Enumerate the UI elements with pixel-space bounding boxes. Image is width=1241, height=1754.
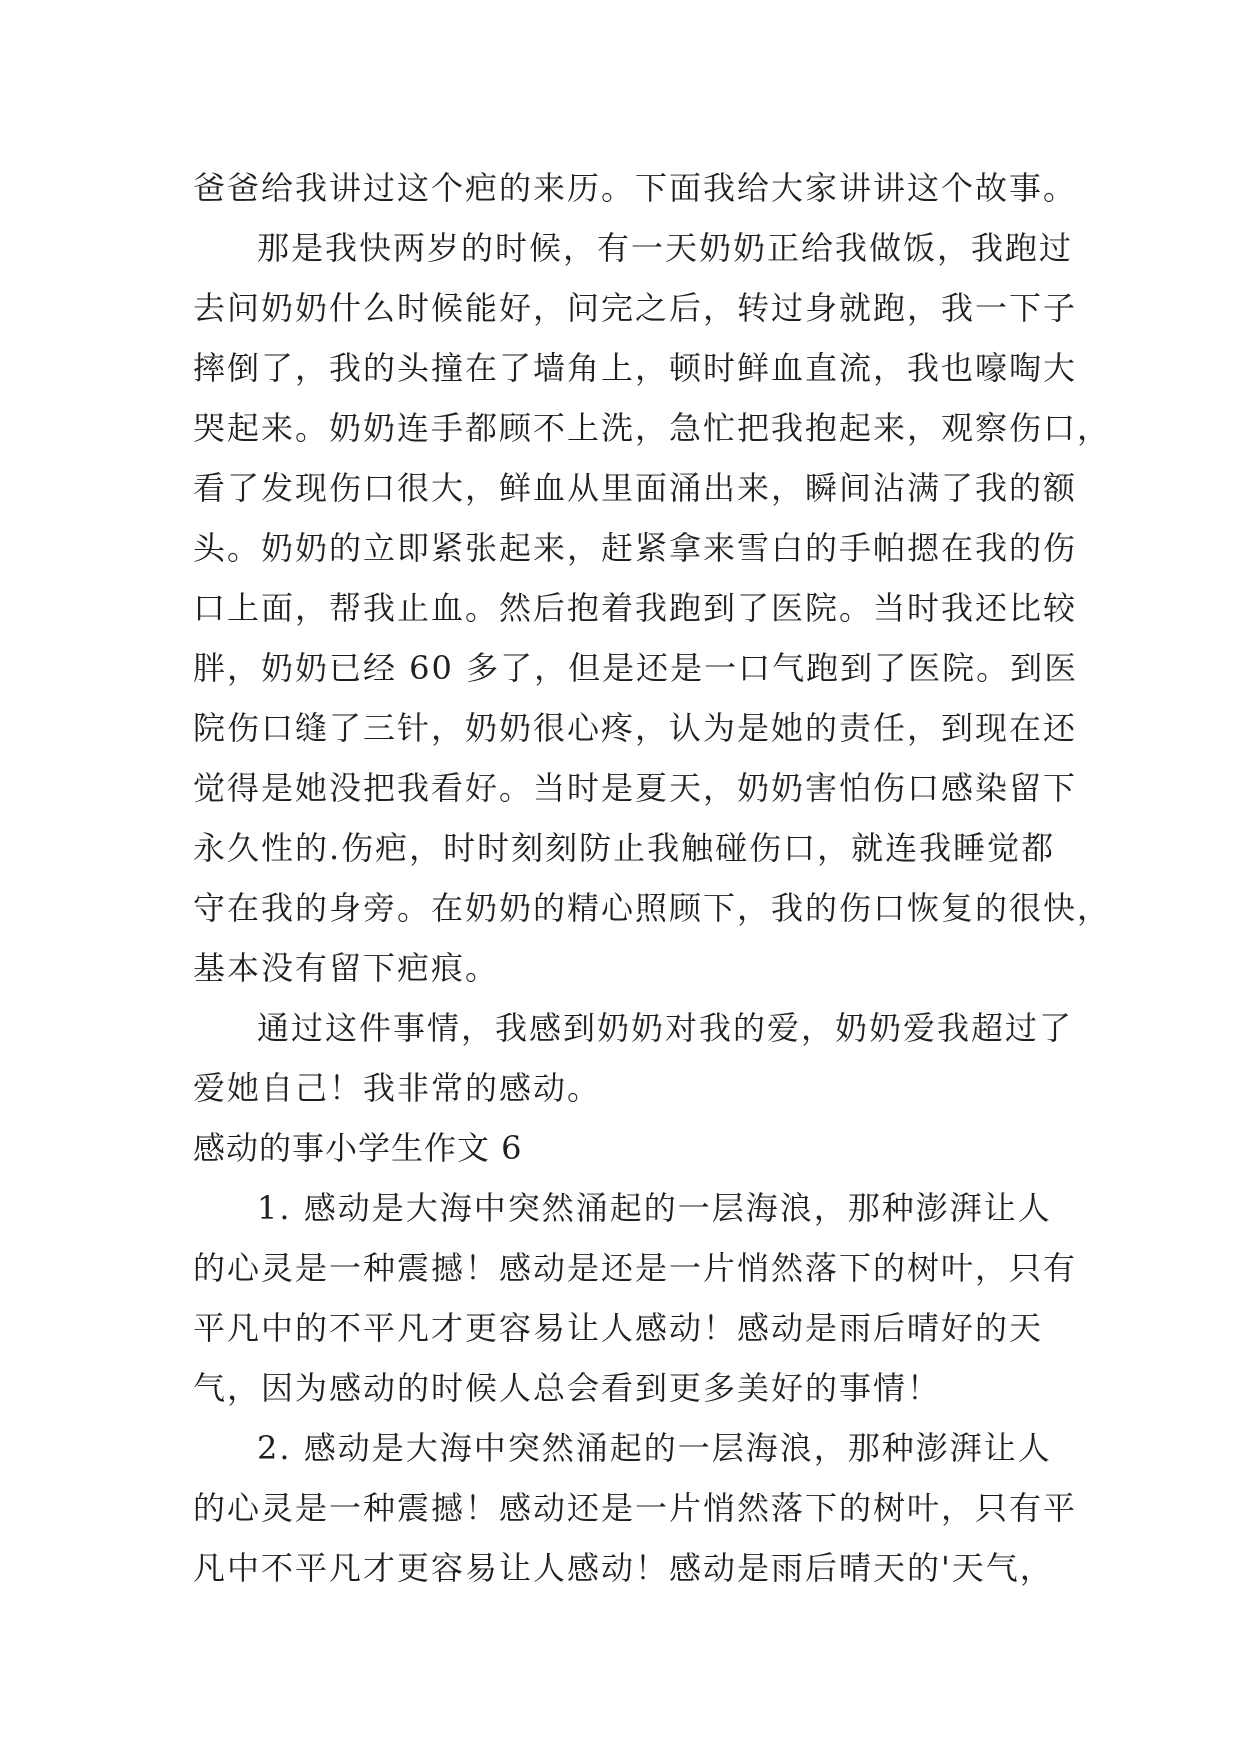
essay-body bbox=[193, 158, 1112, 1598]
list-item-start: 1. 感动是大海中突然涌起的一层海浪，那种澎湃让人 bbox=[257, 1189, 1052, 1227]
text-line: 的心灵是一种震撼！感动还是一片悄然落下的树叶，只有平 bbox=[193, 1489, 1078, 1527]
text-line: 去问奶奶什么时候能好，问完之后，转过身就跑，我一下子 bbox=[193, 289, 1078, 327]
text-line: 气，因为感动的时候人总会看到更多美好的事情！ bbox=[193, 1369, 942, 1407]
text-line: 院伤口缝了三针，奶奶很心疼，认为是她的责任，到现在还 bbox=[193, 709, 1078, 747]
section-heading: 感动的事小学生作文 6 bbox=[193, 1129, 523, 1167]
paragraph-start: 通过这件事情，我感到奶奶对我的爱，奶奶爱我超过了 bbox=[257, 1009, 1074, 1047]
text-line: 爱她自己！我非常的感动。 bbox=[193, 1069, 602, 1107]
text-line: 口上面，帮我止血。然后抱着我跑到了医院。当时我还比较 bbox=[193, 589, 1078, 627]
paragraph-start: 那是我快两岁的时候，有一天奶奶正给我做饭，我跑过 bbox=[257, 229, 1074, 267]
text-line: 凡中不平凡才更容易让人感动！感动是雨后晴天的'天气， bbox=[193, 1549, 1054, 1587]
text-line: 头。奶奶的立即紧张起来，赶紧拿来雪白的手帕摁在我的伤 bbox=[193, 529, 1078, 567]
text-line: 守在我的身旁。在奶奶的精心照顾下，我的伤口恢复的很快， bbox=[193, 889, 1112, 927]
text-line: 哭起来。奶奶连手都顾不上洗，急忙把我抱起来，观察伤口， bbox=[193, 409, 1112, 447]
text-line: 的心灵是一种震撼！感动是还是一片悄然落下的树叶，只有 bbox=[193, 1249, 1078, 1287]
text-line: 觉得是她没把我看好。当时是夏天，奶奶害怕伤口感染留下 bbox=[193, 769, 1078, 807]
text-line: 看了发现伤口很大，鲜血从里面涌出来，瞬间沾满了我的额 bbox=[193, 469, 1078, 507]
text-line: 爸爸给我讲过这个疤的来历。下面我给大家讲讲这个故事。 bbox=[193, 169, 1078, 207]
list-item-start: 2. 感动是大海中突然涌起的一层海浪，那种澎湃让人 bbox=[257, 1429, 1052, 1467]
text-line: 永久性的.伤疤，时时刻刻防止我触碰伤口，就连我睡觉都 bbox=[193, 829, 1056, 867]
text-line: 摔倒了，我的头撞在了墙角上，顿时鲜血直流，我也嚎啕大 bbox=[193, 349, 1078, 387]
text-line: 平凡中的不平凡才更容易让人感动！感动是雨后晴好的天 bbox=[193, 1309, 1044, 1347]
text-line: 基本没有留下疤痕。 bbox=[193, 949, 500, 987]
text-line: 胖，奶奶已经 60 多了，但是还是一口气跑到了医院。到医 bbox=[193, 649, 1079, 687]
